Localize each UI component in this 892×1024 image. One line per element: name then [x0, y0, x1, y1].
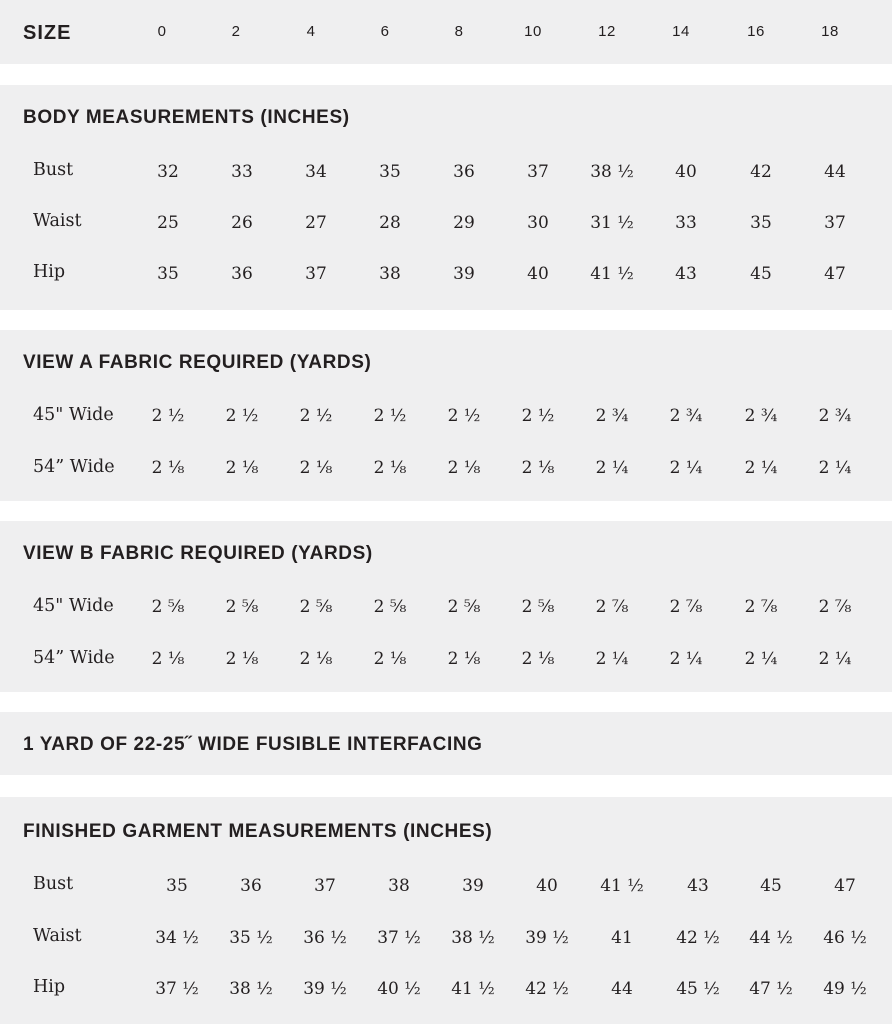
table-cell: 34 ½ [155, 928, 199, 948]
table-cell: 39 [453, 264, 475, 284]
table-cell: 43 [687, 876, 709, 896]
row-label-bust: Bust [33, 160, 74, 180]
table-cell: 41 ½ [600, 876, 644, 896]
table-cell: 2 ½ [151, 406, 185, 426]
table-cell: 36 ½ [303, 928, 347, 948]
view-b-fabric-section [0, 521, 892, 692]
table-cell: 30 [527, 213, 549, 233]
table-cell: 38 ½ [229, 979, 273, 999]
table-cell: 39 [462, 876, 484, 896]
table-cell: 2 ⅝ [225, 597, 259, 617]
table-cell: 40 [527, 264, 549, 284]
size-18: 18 [821, 23, 839, 40]
table-cell: 2 ¼ [595, 458, 629, 478]
table-cell: 27 [305, 213, 327, 233]
table-cell: 44 [611, 979, 633, 999]
table-cell: 36 [453, 162, 475, 182]
table-cell: 2 ⅛ [521, 649, 555, 669]
row-label-54-wide: 54” Wide [33, 648, 115, 668]
table-cell: 33 [231, 162, 253, 182]
table-cell: 40 ½ [377, 979, 421, 999]
table-cell: 41 ½ [451, 979, 495, 999]
row-label-waist: Waist [33, 926, 82, 946]
table-cell: 2 ¼ [669, 458, 703, 478]
table-cell: 38 [379, 264, 401, 284]
table-cell: 45 [750, 264, 772, 284]
table-cell: 2 ¼ [818, 649, 852, 669]
table-cell: 41 ½ [590, 264, 634, 284]
size-16: 16 [747, 23, 765, 40]
table-cell: 43 [675, 264, 697, 284]
table-cell: 44 ½ [749, 928, 793, 948]
table-cell: 35 [166, 876, 188, 896]
table-cell: 2 ⅛ [447, 649, 481, 669]
table-cell: 2 ¾ [744, 406, 778, 426]
table-cell: 2 ½ [299, 406, 333, 426]
table-cell: 2 ⅛ [373, 649, 407, 669]
table-cell: 41 [611, 928, 633, 948]
table-cell: 45 [760, 876, 782, 896]
size-band [0, 0, 892, 64]
table-cell: 2 ⅞ [818, 597, 852, 617]
section-title: VIEW B FABRIC REQUIRED (YARDS) [23, 543, 373, 564]
table-cell: 47 ½ [749, 979, 793, 999]
table-cell: 2 ¼ [744, 649, 778, 669]
table-cell: 29 [453, 213, 475, 233]
table-cell: 2 ¼ [818, 458, 852, 478]
table-cell: 2 ⅞ [744, 597, 778, 617]
table-cell: 40 [675, 162, 697, 182]
row-label-bust: Bust [33, 874, 74, 894]
table-cell: 2 ⅝ [447, 597, 481, 617]
table-cell: 42 ½ [676, 928, 720, 948]
view-a-fabric-section [0, 330, 892, 501]
size-0: 0 [157, 23, 167, 40]
table-cell: 2 ⅛ [151, 458, 185, 478]
table-cell: 35 [379, 162, 401, 182]
table-cell: 2 ⅞ [595, 597, 629, 617]
table-cell: 35 [157, 264, 179, 284]
table-cell: 44 [824, 162, 846, 182]
size-4: 4 [306, 23, 316, 40]
table-cell: 2 ¾ [595, 406, 629, 426]
table-cell: 46 ½ [823, 928, 867, 948]
table-cell: 37 ½ [155, 979, 199, 999]
table-cell: 37 [305, 264, 327, 284]
size-label: SIZE [23, 22, 72, 44]
table-cell: 37 [527, 162, 549, 182]
table-cell: 35 ½ [229, 928, 273, 948]
section-title: FINISHED GARMENT MEASUREMENTS (INCHES) [23, 821, 493, 842]
table-cell: 2 ⅝ [299, 597, 333, 617]
table-cell: 2 ⅛ [447, 458, 481, 478]
table-cell: 37 ½ [377, 928, 421, 948]
table-cell: 2 ⅛ [521, 458, 555, 478]
table-cell: 37 [824, 213, 846, 233]
size-6: 6 [380, 23, 390, 40]
table-cell: 2 ½ [373, 406, 407, 426]
table-cell: 35 [750, 213, 772, 233]
table-cell: 36 [240, 876, 262, 896]
table-cell: 32 [157, 162, 179, 182]
table-cell: 45 ½ [676, 979, 720, 999]
table-cell: 2 ½ [447, 406, 481, 426]
body-measurements-section [0, 85, 892, 310]
table-cell: 2 ¾ [818, 406, 852, 426]
table-cell: 2 ⅛ [151, 649, 185, 669]
section-title: 1 YARD OF 22-25˝ WIDE FUSIBLE INTERFACING [23, 734, 483, 755]
table-cell: 36 [231, 264, 253, 284]
size-14: 14 [672, 23, 690, 40]
row-label-54-wide: 54” Wide [33, 457, 115, 477]
table-cell: 2 ¾ [669, 406, 703, 426]
size-2: 2 [231, 23, 241, 40]
table-cell: 39 ½ [525, 928, 569, 948]
section-title: BODY MEASUREMENTS (INCHES) [23, 107, 350, 128]
row-label-45-wide: 45" Wide [33, 596, 114, 616]
table-cell: 2 ⅛ [225, 649, 259, 669]
table-cell: 2 ⅛ [299, 458, 333, 478]
table-cell: 47 [834, 876, 856, 896]
table-cell: 2 ⅛ [225, 458, 259, 478]
table-cell: 37 [314, 876, 336, 896]
table-cell: 2 ⅛ [299, 649, 333, 669]
size-12: 12 [598, 23, 616, 40]
table-cell: 47 [824, 264, 846, 284]
table-cell: 2 ¼ [669, 649, 703, 669]
table-cell: 2 ⅛ [373, 458, 407, 478]
table-cell: 40 [536, 876, 558, 896]
table-cell: 42 ½ [525, 979, 569, 999]
table-cell: 39 ½ [303, 979, 347, 999]
finished-garment-section [0, 797, 892, 1024]
table-cell: 38 [388, 876, 410, 896]
row-label-45-wide: 45" Wide [33, 405, 114, 425]
row-label-waist: Waist [33, 211, 82, 231]
table-cell: 33 [675, 213, 697, 233]
table-cell: 49 ½ [823, 979, 867, 999]
size-10: 10 [524, 23, 542, 40]
table-cell: 2 ¼ [595, 649, 629, 669]
row-label-hip: Hip [33, 262, 66, 282]
table-cell: 2 ⅝ [373, 597, 407, 617]
table-cell: 2 ¼ [744, 458, 778, 478]
table-cell: 2 ⅝ [151, 597, 185, 617]
table-cell: 2 ⅞ [669, 597, 703, 617]
interfacing-section [0, 712, 892, 775]
table-cell: 34 [305, 162, 327, 182]
row-label-hip: Hip [33, 977, 66, 997]
table-cell: 38 ½ [451, 928, 495, 948]
table-cell: 42 [750, 162, 772, 182]
section-title: VIEW A FABRIC REQUIRED (YARDS) [23, 352, 372, 373]
table-cell: 26 [231, 213, 253, 233]
size-8: 8 [454, 23, 464, 40]
table-cell: 2 ⅝ [521, 597, 555, 617]
table-cell: 38 ½ [590, 162, 634, 182]
table-cell: 25 [157, 213, 179, 233]
table-cell: 2 ½ [521, 406, 555, 426]
table-cell: 28 [379, 213, 401, 233]
table-cell: 31 ½ [590, 213, 634, 233]
table-cell: 2 ½ [225, 406, 259, 426]
